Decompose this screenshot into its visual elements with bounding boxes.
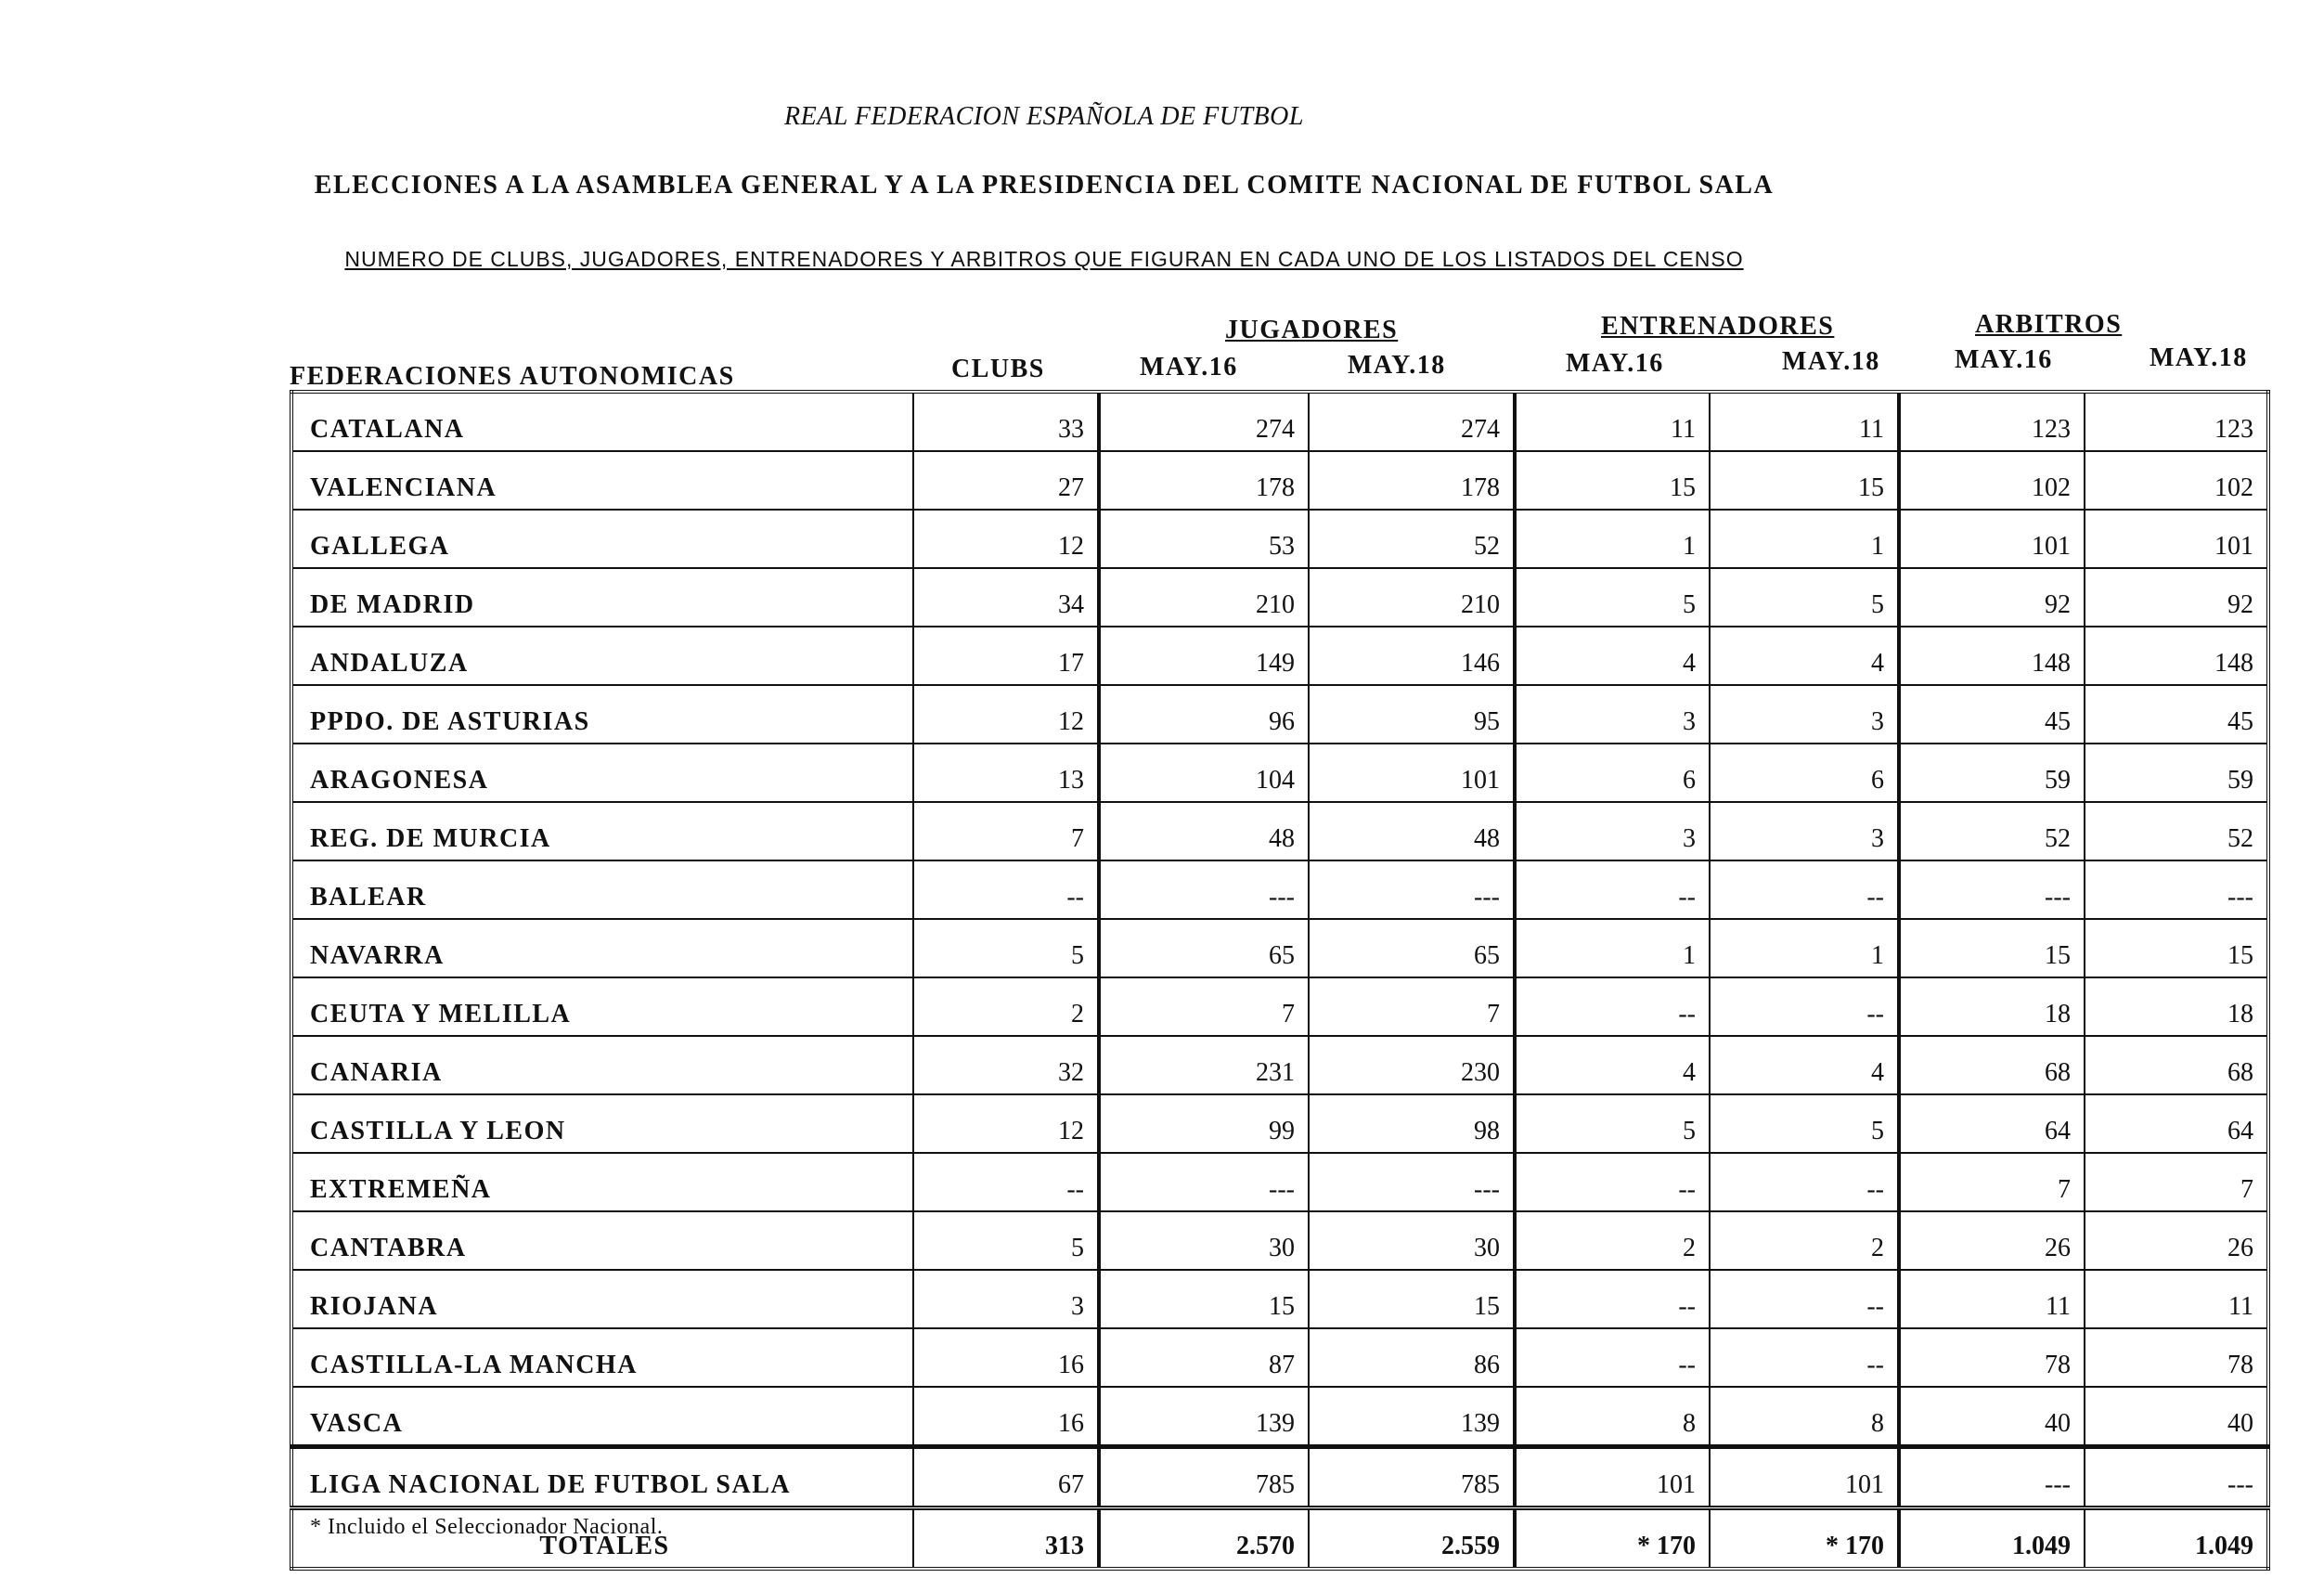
clubs-value: 2 [913,977,1099,1036]
clubs-value: 13 [913,744,1099,802]
entrenadores-may18-value: -- [1710,977,1899,1036]
jugadores-may16-total: 2.570 [1099,1508,1309,1570]
federation-name: REG. DE MURCIA [291,802,913,860]
organization-name: REAL FEDERACION ESPAÑOLA DE FUTBOL [784,102,1304,131]
clubs-value: 27 [913,451,1099,510]
clubs-value: 5 [913,1211,1099,1270]
arbitros-may18-value: 101 [2085,510,2268,568]
arbitros-may16-value: 68 [1899,1036,2085,1094]
arbitros-may18-value: 18 [2085,977,2268,1036]
jugadores-may16-value: --- [1099,860,1309,919]
arbitros-may18-value: 68 [2085,1036,2268,1094]
federation-name: CASTILLA-LA MANCHA [291,1328,913,1387]
entrenadores-may16-value: 11 [1515,392,1710,451]
arbitros-may18-value: 59 [2085,744,2268,802]
federation-name: CATALANA [291,392,913,451]
arbitros-may18-value: 64 [2085,1094,2268,1153]
arbitros-may16-value: 40 [1899,1387,2085,1447]
federation-name: CASTILLA Y LEON [291,1094,913,1153]
entrenadores-may18-value: 3 [1710,685,1899,744]
table-row [291,392,2268,451]
arbitros-may16-value: 101 [1899,510,2085,568]
entrenadores-may18-value: -- [1710,1153,1899,1211]
entrenadores-may16-value: -- [1515,1328,1710,1387]
federation-name: ANDALUZA [291,627,913,685]
arbitros-may16-total: 1.049 [1899,1508,2085,1570]
federation-name: VASCA [291,1387,913,1447]
jugadores-may18-value: 178 [1309,451,1515,510]
jugadores-may16-value: 104 [1099,744,1309,802]
jugadores-may18-value: 30 [1309,1211,1515,1270]
entrenadores-may18-value: 2 [1710,1211,1899,1270]
table-row [291,802,2268,860]
table-row-liga-nacional [291,1447,2268,1508]
arbitros-may16-value: --- [1899,1447,2085,1508]
federation-name: PPDO. DE ASTURIAS [291,685,913,744]
arbitros-may16-value: 15 [1899,919,2085,977]
jugadores-may18-value: 86 [1309,1328,1515,1387]
clubs-value: 33 [913,392,1099,451]
entrenadores-may16-value: 2 [1515,1211,1710,1270]
table-row [291,1270,2268,1328]
arbitros-may18-value: 148 [2085,627,2268,685]
arbitros-may18-value: 78 [2085,1328,2268,1387]
clubs-total: 313 [913,1508,1099,1570]
entrenadores-may18-value: -- [1710,860,1899,919]
entrenadores-may16-value: 8 [1515,1387,1710,1447]
entrenadores-may18-value: 101 [1710,1447,1899,1508]
entrenadores-may16-value: 1 [1515,919,1710,977]
jugadores-may16-value: 210 [1099,568,1309,627]
entrenadores-may16-value: 15 [1515,451,1710,510]
clubs-value: 12 [913,1094,1099,1153]
table-row [291,1211,2268,1270]
census-table [290,390,2270,1571]
jugadores-may16-value: 96 [1099,685,1309,744]
arbitros-may16-value: 52 [1899,802,2085,860]
federation-name: BALEAR [291,860,913,919]
federation-name: LIGA NACIONAL DE FUTBOL SALA [291,1447,913,1508]
jugadores-may18-value: 210 [1309,568,1515,627]
entrenadores-may16-value: 4 [1515,627,1710,685]
subtitle-text: NUMERO DE CLUBS, JUGADORES, ENTRENADORES Y ARBITROS QUE FIGURAN EN CADA UNO DE LOS LISTADOS DEL CENSO [344,247,1744,271]
table-row [291,1094,2268,1153]
jugadores-may16-value: 48 [1099,802,1309,860]
arbitros-may16-value: 59 [1899,744,2085,802]
clubs-value: 12 [913,510,1099,568]
clubs-value: 34 [913,568,1099,627]
clubs-value: 16 [913,1328,1099,1387]
column-header-jugadores-may18: MAY.18 [1348,351,1446,380]
jugadores-may16-value: 785 [1099,1447,1309,1508]
arbitros-may16-value: 123 [1899,392,2085,451]
table-row [291,568,2268,627]
entrenadores-may16-value: 3 [1515,802,1710,860]
column-header-jugadores-may16: MAY.16 [1140,353,1238,382]
clubs-value: 32 [913,1036,1099,1094]
jugadores-may16-value: 15 [1099,1270,1309,1328]
jugadores-may18-value: 65 [1309,919,1515,977]
jugadores-may16-value: 139 [1099,1387,1309,1447]
table-row [291,977,2268,1036]
arbitros-may18-value: --- [2085,860,2268,919]
jugadores-may18-value: 15 [1309,1270,1515,1328]
arbitros-may18-value: 45 [2085,685,2268,744]
table-row [291,1328,2268,1387]
clubs-value: 7 [913,802,1099,860]
federation-name: CANARIA [291,1036,913,1094]
arbitros-may18-value: 102 [2085,451,2268,510]
arbitros-may18-value: 40 [2085,1387,2268,1447]
jugadores-may18-value: --- [1309,860,1515,919]
federation-name: EXTREMEÑA [291,1153,913,1211]
table-row [291,919,2268,977]
jugadores-may18-value: 230 [1309,1036,1515,1094]
entrenadores-may18-total: * 170 [1710,1508,1899,1570]
federation-name: VALENCIANA [291,451,913,510]
entrenadores-may18-value: 4 [1710,1036,1899,1094]
arbitros-may18-value: 92 [2085,568,2268,627]
clubs-value: -- [913,860,1099,919]
table-row [291,1036,2268,1094]
jugadores-may18-value: 48 [1309,802,1515,860]
column-header-arbitros-may16: MAY.16 [1955,345,2053,374]
entrenadores-may18-value: 5 [1710,568,1899,627]
entrenadores-may18-value: 6 [1710,744,1899,802]
federation-name: RIOJANA [291,1270,913,1328]
federation-name: NAVARRA [291,919,913,977]
clubs-value: -- [913,1153,1099,1211]
entrenadores-may16-value: 1 [1515,510,1710,568]
arbitros-may16-value: 78 [1899,1328,2085,1387]
jugadores-may18-value: 274 [1309,392,1515,451]
jugadores-may18-value: 101 [1309,744,1515,802]
entrenadores-may16-total: * 170 [1515,1508,1710,1570]
entrenadores-may16-value: 101 [1515,1447,1710,1508]
table-row [291,510,2268,568]
clubs-value: 12 [913,685,1099,744]
group-header-arbitros: ARBITROS [1975,310,2123,339]
entrenadores-may16-value: 5 [1515,1094,1710,1153]
arbitros-may16-value: 11 [1899,1270,2085,1328]
jugadores-may18-value: 146 [1309,627,1515,685]
federation-name: GALLEGA [291,510,913,568]
jugadores-may16-value: --- [1099,1153,1309,1211]
entrenadores-may18-value: 15 [1710,451,1899,510]
entrenadores-may16-value: -- [1515,1153,1710,1211]
column-header-entrenadores-may18: MAY.18 [1782,347,1880,376]
arbitros-may16-value: 102 [1899,451,2085,510]
table-row [291,860,2268,919]
column-header-entrenadores-may16: MAY.16 [1566,349,1664,378]
jugadores-may18-value: 7 [1309,977,1515,1036]
arbitros-may16-value: --- [1899,860,2085,919]
jugadores-may16-value: 30 [1099,1211,1309,1270]
arbitros-may16-value: 7 [1899,1153,2085,1211]
table-row [291,1387,2268,1447]
entrenadores-may18-value: 3 [1710,802,1899,860]
document-title: ELECCIONES A LA ASAMBLEA GENERAL Y A LA PRESIDENCIA DEL COMITE NACIONAL DE FUTBOL SALA [314,171,1775,200]
arbitros-may18-total: 1.049 [2085,1508,2268,1570]
arbitros-may18-value: 11 [2085,1270,2268,1328]
arbitros-may18-value: 7 [2085,1153,2268,1211]
arbitros-may16-value: 26 [1899,1211,2085,1270]
entrenadores-may16-value: -- [1515,977,1710,1036]
totals-label: TOTALES [291,1508,913,1570]
clubs-value: 16 [913,1387,1099,1447]
jugadores-may18-value: 52 [1309,510,1515,568]
jugadores-may16-value: 231 [1099,1036,1309,1094]
entrenadores-may16-value: 4 [1515,1036,1710,1094]
jugadores-may18-value: --- [1309,1153,1515,1211]
arbitros-may18-value: 15 [2085,919,2268,977]
jugadores-may18-total: 2.559 [1309,1508,1515,1570]
column-header-arbitros-may18: MAY.18 [2150,343,2248,372]
table-row [291,1153,2268,1211]
arbitros-may18-value: --- [2085,1447,2268,1508]
jugadores-may16-value: 99 [1099,1094,1309,1153]
clubs-value: 3 [913,1270,1099,1328]
arbitros-may18-value: 123 [2085,392,2268,451]
jugadores-may16-value: 53 [1099,510,1309,568]
entrenadores-may18-value: 11 [1710,392,1899,451]
arbitros-may18-value: 26 [2085,1211,2268,1270]
group-header-jugadores: JUGADORES [1225,316,1399,344]
entrenadores-may18-value: 4 [1710,627,1899,685]
jugadores-may18-value: 139 [1309,1387,1515,1447]
entrenadores-may16-value: 6 [1515,744,1710,802]
arbitros-may16-value: 64 [1899,1094,2085,1153]
jugadores-may18-value: 785 [1309,1447,1515,1508]
clubs-value: 67 [913,1447,1099,1508]
column-header-federaciones: FEDERACIONES AUTONOMICAS [290,362,735,391]
jugadores-may16-value: 65 [1099,919,1309,977]
entrenadores-may18-value: 1 [1710,919,1899,977]
jugadores-may16-value: 178 [1099,451,1309,510]
entrenadores-may18-value: -- [1710,1328,1899,1387]
clubs-value: 17 [913,627,1099,685]
entrenadores-may16-value: -- [1515,860,1710,919]
footnote: * Incluido el Seleccionador Nacional. [310,1515,664,1539]
arbitros-may16-value: 148 [1899,627,2085,685]
federation-name: DE MADRID [291,568,913,627]
federation-name: CEUTA Y MELILLA [291,977,913,1036]
arbitros-may18-value: 52 [2085,802,2268,860]
group-header-entrenadores: ENTRENADORES [1601,312,1835,341]
entrenadores-may16-value: 3 [1515,685,1710,744]
column-header-clubs: CLUBS [951,355,1045,383]
jugadores-may16-value: 274 [1099,392,1309,451]
arbitros-may16-value: 18 [1899,977,2085,1036]
entrenadores-may16-value: 5 [1515,568,1710,627]
table-row [291,685,2268,744]
clubs-value: 5 [913,919,1099,977]
table-row [291,744,2268,802]
table-row [291,451,2268,510]
jugadores-may16-value: 87 [1099,1328,1309,1387]
federation-name: CANTABRA [291,1211,913,1270]
table-row [291,627,2268,685]
jugadores-may16-value: 149 [1099,627,1309,685]
entrenadores-may18-value: -- [1710,1270,1899,1328]
arbitros-may16-value: 92 [1899,568,2085,627]
arbitros-may16-value: 45 [1899,685,2085,744]
jugadores-may18-value: 95 [1309,685,1515,744]
entrenadores-may16-value: -- [1515,1270,1710,1328]
entrenadores-may18-value: 8 [1710,1387,1899,1447]
jugadores-may18-value: 98 [1309,1094,1515,1153]
jugadores-may16-value: 7 [1099,977,1309,1036]
entrenadores-may18-value: 1 [1710,510,1899,568]
entrenadores-may18-value: 5 [1710,1094,1899,1153]
federation-name: ARAGONESA [291,744,913,802]
document-subtitle [0,247,2088,272]
